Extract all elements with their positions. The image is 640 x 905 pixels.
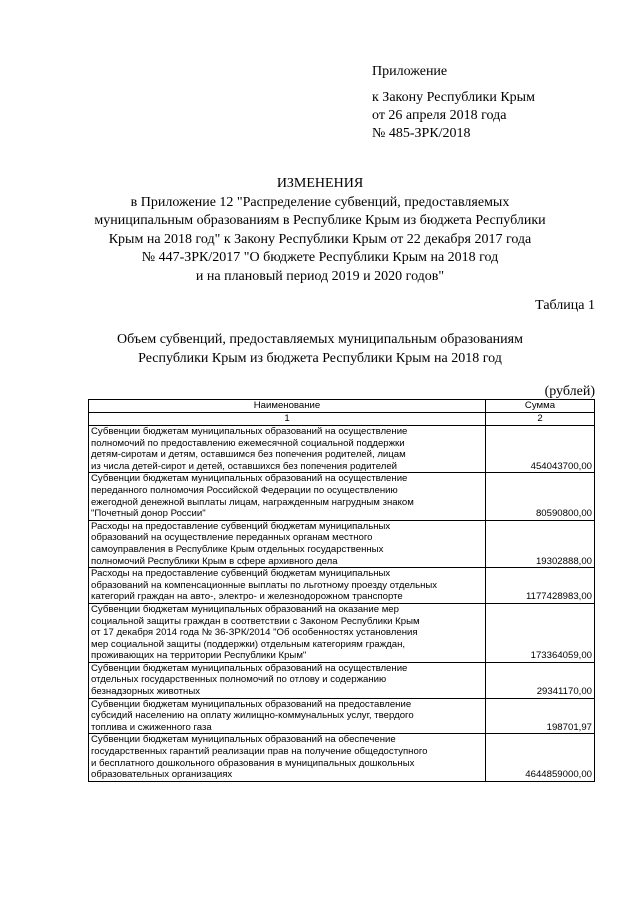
row-name-line: образований на компенсационные выплаты по льготному проезду отдельных bbox=[91, 579, 438, 591]
row-name-line: ежегодной денежной выплаты лицам, награжденным нагрудным знаком bbox=[91, 496, 414, 508]
heading-line: муниципальным образованиям в Республике Крым из бюджета Республики bbox=[94, 213, 546, 228]
row-name bbox=[89, 662, 486, 698]
row-name-line: из числа детей-сирот и детей, оставшихся без попечения родителей bbox=[91, 460, 398, 472]
row-name bbox=[89, 568, 486, 604]
heading-line: и на плановый период 2019 и 2020 годов" bbox=[195, 268, 445, 284]
row-sum: 29341170,00 bbox=[486, 662, 595, 698]
row-name-line: полномочий по предоставлению ежемесячной социальной поддержки bbox=[91, 437, 405, 449]
caption-line: Объем субвенций, предоставляемых муниципальным образованиям bbox=[117, 332, 523, 347]
unit-label: (рублей) bbox=[544, 384, 595, 399]
row-name bbox=[89, 426, 486, 473]
heading-line: в Приложение 12 "Распределение субвенций, предоставляемых bbox=[130, 194, 510, 210]
appendix-label: Приложение bbox=[372, 64, 448, 79]
table-caption bbox=[70, 331, 570, 368]
row-name-line: полномочий Республики Крым в сфере архивного дела bbox=[91, 555, 338, 567]
row-name bbox=[89, 603, 486, 662]
row-name-line: Субвенции бюджетам муниципальных образований на осуществление bbox=[91, 473, 408, 485]
column-number: 1 bbox=[89, 413, 486, 426]
row-name bbox=[89, 520, 486, 567]
table-row bbox=[89, 698, 595, 734]
heading-line: № 447-ЗРК/2017 "О бюджете Республики Крым на 2018 год bbox=[141, 250, 499, 265]
column-number: 2 bbox=[486, 413, 595, 426]
table-row bbox=[89, 520, 595, 567]
row-name-line: Субвенции бюджетам муниципальных образований на обеспечение bbox=[91, 734, 396, 746]
subventions-table bbox=[88, 399, 595, 782]
row-sum: 173364059,00 bbox=[486, 603, 595, 662]
row-sum: 198701,97 bbox=[486, 698, 595, 734]
appendix-date: от 26 апреля 2018 года bbox=[372, 108, 507, 123]
row-name-line: топлива и сжиженного газа bbox=[91, 721, 212, 733]
row-name-line: Субвенции бюджетам муниципальных образований на предоставление bbox=[91, 698, 412, 710]
column-number-row bbox=[89, 413, 595, 426]
row-name-line: проживающих на территории Республики Крым" bbox=[91, 650, 307, 662]
header-name: Наименование bbox=[89, 400, 486, 413]
row-name-line: детям-сиротам и детям, оставшимся без попечения родителей, лицам bbox=[91, 449, 406, 461]
row-name-line: Субвенции бюджетам муниципальных образований на оказание мер bbox=[91, 603, 399, 615]
row-name-line: и бесплатного дошкольного образования в муниципальных дошкольных bbox=[91, 757, 415, 769]
row-name-line: Расходы на предоставление субвенций бюджетам муниципальных bbox=[91, 568, 391, 580]
heading-title: ИЗМЕНЕНИЯ bbox=[276, 176, 364, 191]
table-row bbox=[89, 662, 595, 698]
row-name-line: субсидий населению на оплату жилищно-коммунальных услуг, твердого bbox=[91, 710, 414, 722]
row-name-line: от 17 декабря 2014 года № 36-ЗРК/2014 "Об особенностях установления bbox=[91, 627, 418, 639]
row-name bbox=[89, 698, 486, 734]
header-sum: Сумма bbox=[486, 400, 595, 413]
row-sum: 4644859000,00 bbox=[486, 734, 595, 781]
row-name-line: образований на осуществление переданных органам местного bbox=[91, 532, 373, 544]
row-sum: 19302888,00 bbox=[486, 520, 595, 567]
row-name-line: переданного полномочия Российской Федерации по осуществлению bbox=[91, 484, 398, 496]
table-row bbox=[89, 603, 595, 662]
row-sum: 454043700,00 bbox=[486, 426, 595, 473]
row-name bbox=[89, 734, 486, 781]
row-name-line: социальной защиты граждан в соответствии с Законом Республики Крым bbox=[91, 615, 420, 627]
document-heading bbox=[70, 175, 570, 286]
row-sum: 1177428983,00 bbox=[486, 568, 595, 604]
row-name-line: безнадзорных животных bbox=[91, 686, 201, 698]
heading-line: Крым на 2018 год" к Закону Республики Крым от 22 декабря 2017 года bbox=[108, 231, 532, 247]
row-name-line: мер социальной защиты (поддержки) отдельным категориям граждан, bbox=[91, 638, 406, 650]
table-body bbox=[89, 426, 595, 782]
row-name-line: Субвенции бюджетам муниципальных образований на осуществление bbox=[91, 426, 408, 437]
table-row bbox=[89, 426, 595, 473]
row-name-line: категорий граждан на авто-, электро- и железнодорожном транспорте bbox=[91, 591, 403, 603]
table-row bbox=[89, 734, 595, 781]
table-number: Таблица 1 bbox=[535, 298, 595, 313]
row-sum: 80590800,00 bbox=[486, 473, 595, 520]
row-name-line: Субвенции бюджетам муниципальных образований на осуществление bbox=[91, 662, 408, 674]
row-name bbox=[89, 473, 486, 520]
row-name-line: государственных гарантий реализации прав на получение общедоступного bbox=[91, 746, 428, 758]
row-name-line: Расходы на предоставление субвенций бюджетам муниципальных bbox=[91, 520, 391, 532]
table-row bbox=[89, 473, 595, 520]
caption-line: Республики Крым из бюджета Республики Крым на 2018 год bbox=[138, 350, 502, 366]
row-name-line: самоуправления в Республике Крым отдельных государственных bbox=[91, 543, 384, 555]
table-row bbox=[89, 568, 595, 604]
header-row bbox=[89, 400, 595, 413]
appendix-number: № 485-ЗРК/2018 bbox=[372, 126, 471, 141]
row-name-line: "Почетный донор России" bbox=[91, 508, 206, 520]
appendix-block bbox=[372, 63, 535, 143]
appendix-law: к Закону Республики Крым bbox=[372, 90, 535, 105]
row-name-line: отдельных государственных полномочий по отлову и содержанию bbox=[91, 674, 387, 686]
row-name-line: образовательных организациях bbox=[91, 769, 233, 781]
